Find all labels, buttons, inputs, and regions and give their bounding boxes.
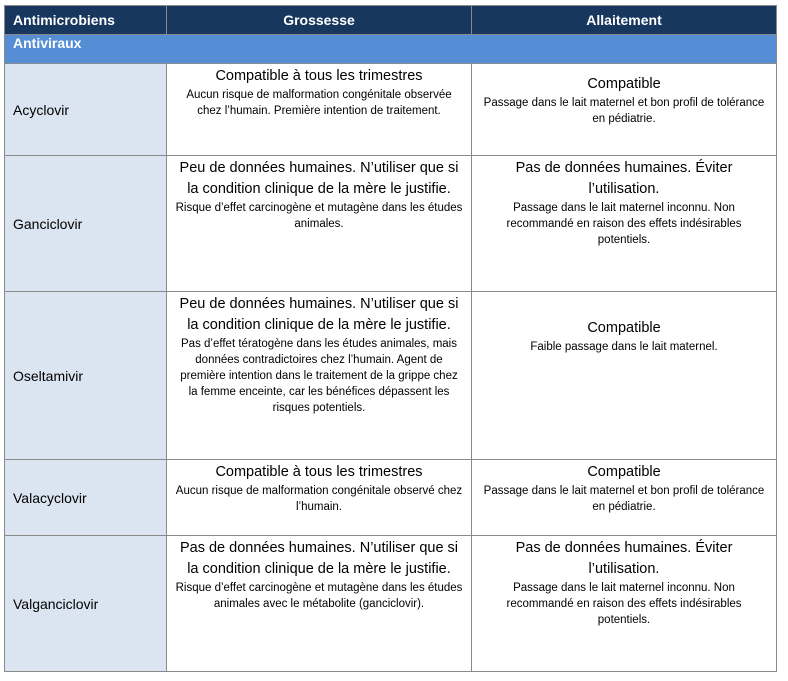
pregnancy-cell (167, 460, 472, 536)
pregnancy-note: Aucun risque de malformation congénitale observé chez l’humain. (175, 485, 463, 513)
lactation-note: Passage dans le lait maternel inconnu. Non recommandé en raison des effets indésirables potentiels. (506, 582, 742, 626)
lactation-cell (472, 292, 777, 460)
pregnancy-main: Compatible à tous les trimestres (215, 68, 423, 84)
antimicrobial-table (4, 5, 777, 672)
lactation-main: Compatible (587, 320, 661, 336)
pregnancy-main: Peu de données humaines. N’utiliser que si la condition clinique de la mère le justifie. (179, 296, 459, 333)
pregnancy-main: Pas de données humaines. N’utiliser que si la condition clinique de la mère le justifie. (179, 540, 459, 577)
drug-name: Valganciclovir (5, 536, 167, 672)
lactation-cell (472, 156, 777, 292)
lactation-note: Passage dans le lait maternel inconnu. Non recommandé en raison des effets indésirables potentiels. (506, 202, 742, 246)
pregnancy-note: Aucun risque de malformation congénitale observée chez l’humain. Première intention de traitement. (186, 89, 452, 117)
drug-name: Ganciclovir (5, 156, 167, 292)
header-row (5, 6, 777, 35)
pregnancy-cell (167, 64, 472, 156)
lactation-cell (472, 536, 777, 672)
pregnancy-note: Risque d’effet carcinogène et mutagène dans les études animales avec le métabolite (ganciclovir). (175, 582, 463, 610)
lactation-main: Compatible (587, 464, 661, 480)
lactation-note: Passage dans le lait maternel et bon profil de tolérance en pédiatrie. (483, 485, 765, 513)
lactation-note: Faible passage dans le lait maternel. (530, 341, 718, 353)
table-row (5, 64, 777, 156)
lactation-note: Passage dans le lait maternel et bon profil de tolérance en pédiatrie. (483, 97, 765, 125)
pregnancy-cell (167, 292, 472, 460)
drug-name: Oseltamivir (5, 292, 167, 460)
pregnancy-note: Pas d’effet tératogène dans les études animales, mais données contradictoires chez l’humain. Agent de première intention dans le traitement de la grippe chez la femme enceinte, car les bénéfices dépassent les risques potentiels. (180, 338, 458, 414)
section-antiviraux: Antiviraux (5, 35, 777, 64)
lactation-cell (472, 64, 777, 156)
pregnancy-note: Risque d’effet carcinogène et mutagène dans les études animales. (175, 202, 463, 230)
pregnancy-main: Compatible à tous les trimestres (215, 464, 423, 480)
header-allaitement: Allaitement (472, 6, 777, 35)
lactation-main: Compatible (587, 76, 661, 92)
header-antimicrobiens: Antimicrobiens (5, 6, 167, 35)
lactation-main: Pas de données humaines. Éviter l’utilisation. (515, 540, 733, 577)
pregnancy-cell (167, 156, 472, 292)
table-row (5, 156, 777, 292)
table-row (5, 536, 777, 672)
section-row (5, 35, 777, 64)
pregnancy-cell (167, 536, 472, 672)
pregnancy-main: Peu de données humaines. N’utiliser que si la condition clinique de la mère le justifie. (179, 160, 459, 197)
lactation-main: Pas de données humaines. Éviter l’utilisation. (515, 160, 733, 197)
lactation-cell (472, 460, 777, 536)
drug-name: Acyclovir (5, 64, 167, 156)
header-grossesse: Grossesse (167, 6, 472, 35)
table-row (5, 460, 777, 536)
drug-name: Valacyclovir (5, 460, 167, 536)
table-row (5, 292, 777, 460)
